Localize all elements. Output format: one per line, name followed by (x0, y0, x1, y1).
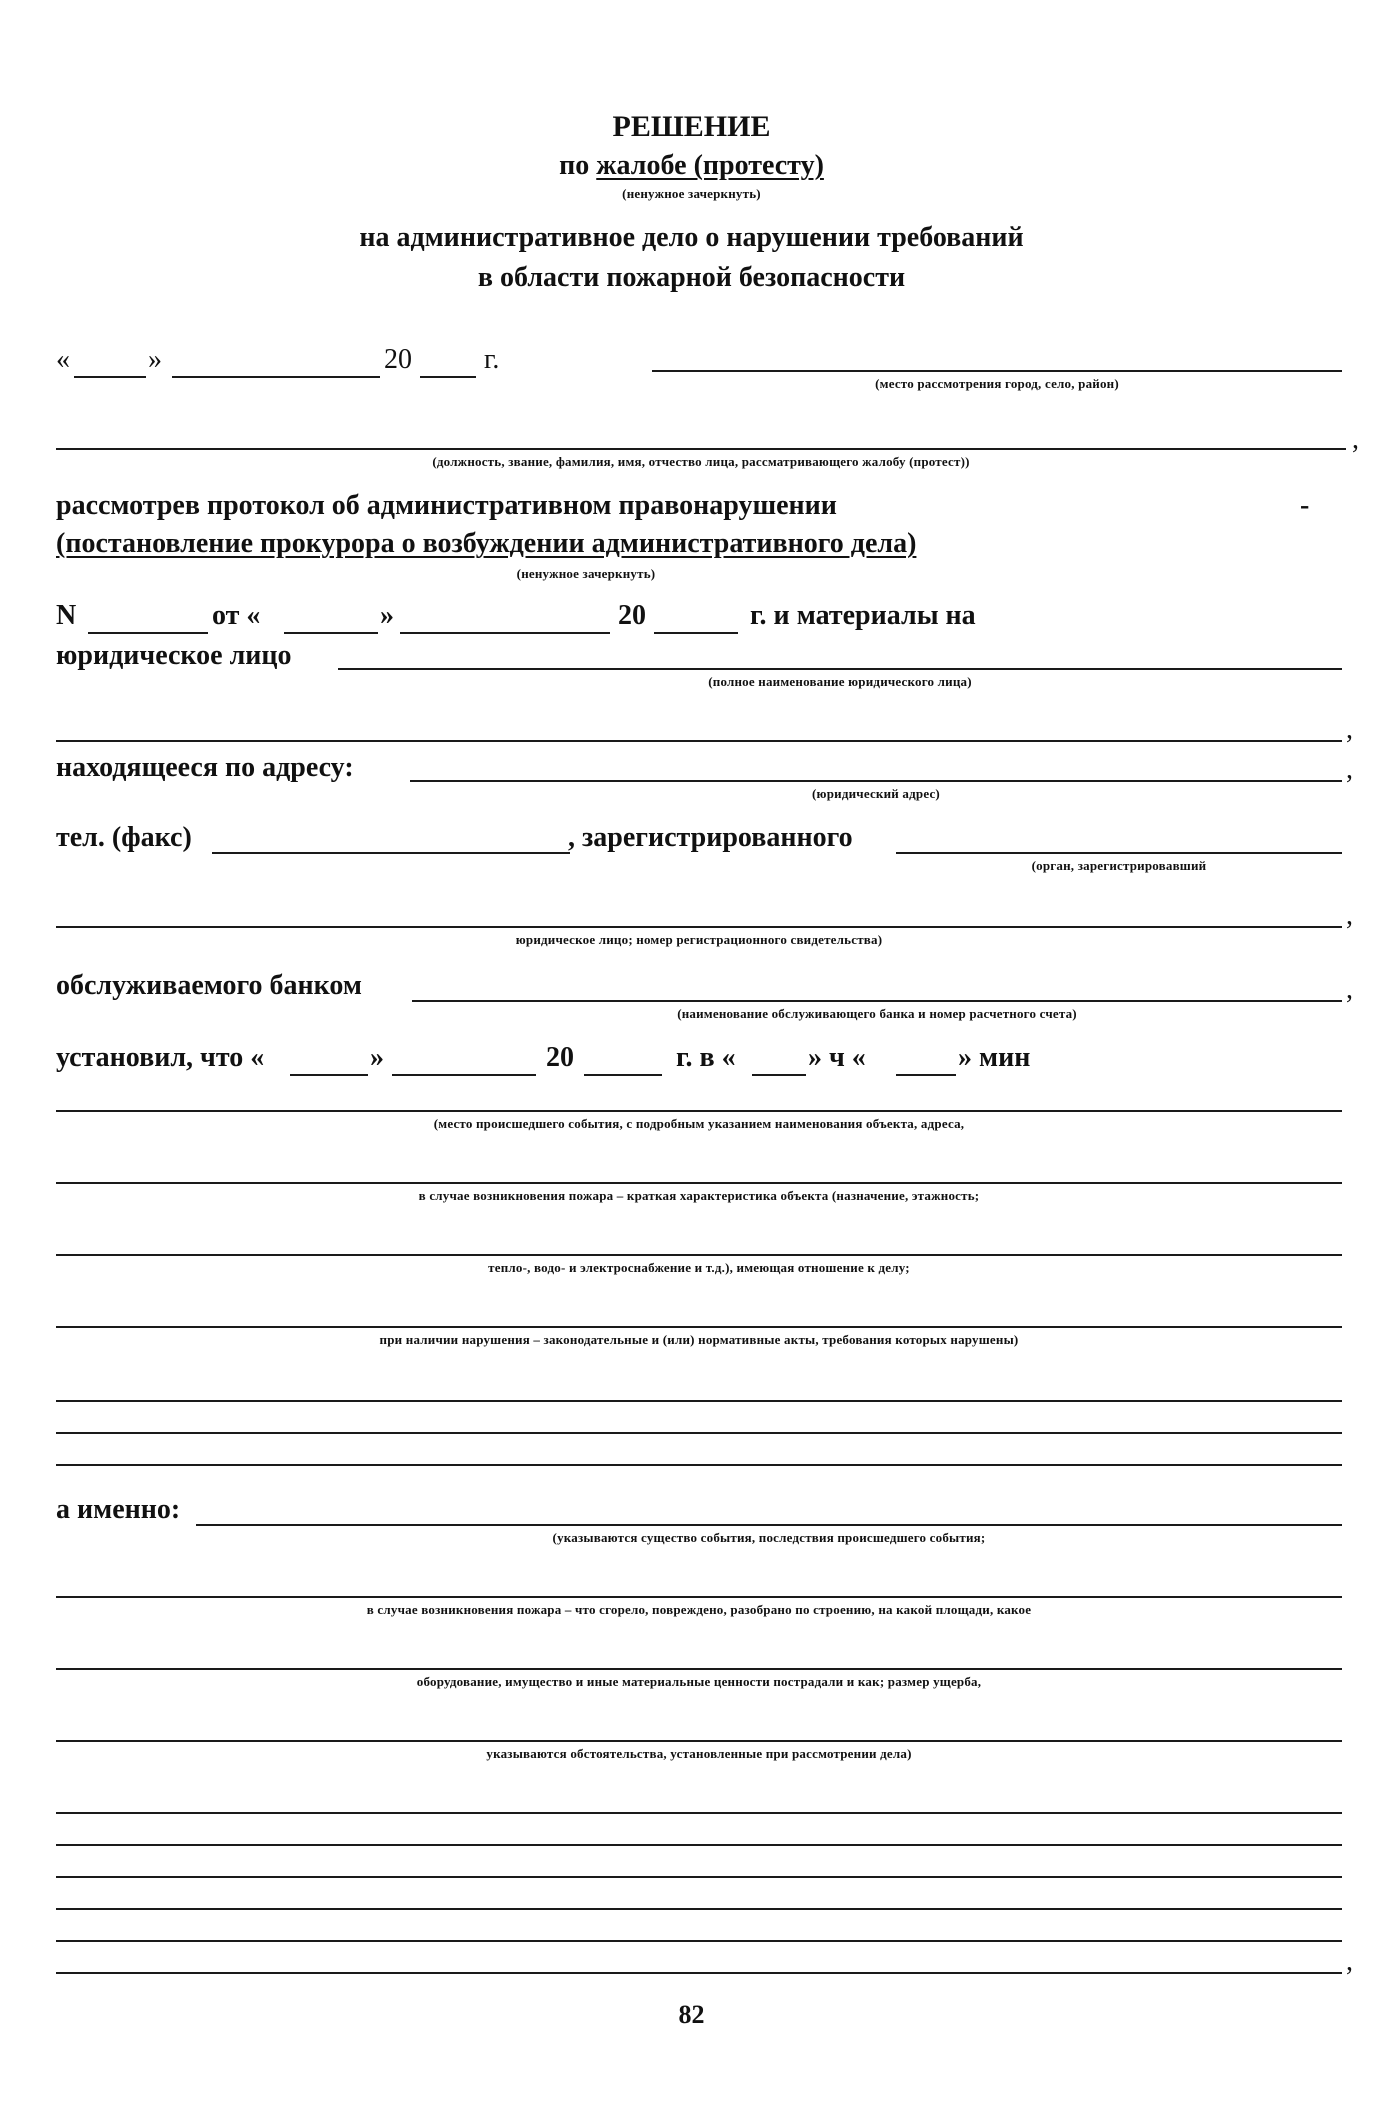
event-minute-label: » ч « (808, 1042, 866, 1073)
complaint-prefix: по (559, 150, 590, 181)
namely-blank-line-2[interactable] (56, 1844, 1342, 1846)
legal-entity-caption: (полное наименование юридического лица) (708, 674, 972, 689)
address-field[interactable] (410, 780, 1342, 782)
legal-entity-comma: , (1346, 714, 1353, 745)
bank-label: обслуживаемого банком (56, 970, 362, 1001)
registered-label: , зарегистрированного (568, 822, 853, 853)
document-title: РЕШЕНИЕ (612, 110, 771, 143)
event-caption-4: при наличии нарушения – законодательные и (или) нормативные акты, требования которых нарушены) (379, 1332, 1019, 1347)
phone-field[interactable] (212, 852, 570, 854)
namely-blank-line-4[interactable] (56, 1908, 1342, 1910)
event-place-field-1[interactable] (56, 1110, 1342, 1112)
subtitle-line-2: в области пожарной безопасности (477, 262, 906, 293)
namely-caption-1: (указываются существо события, последствия происшедшего события; (552, 1530, 986, 1545)
legal-entity-field[interactable] (338, 668, 1342, 670)
protocol-year-field[interactable] (654, 632, 738, 634)
event-caption-2: в случае возникновения пожара – краткая характеристика объекта (назначение, этажность; (418, 1188, 980, 1203)
address-comma: , (1346, 754, 1353, 785)
bank-comma: , (1346, 974, 1353, 1005)
namely-blank-line-3[interactable] (56, 1876, 1342, 1878)
place-caption: (место рассмотрения город, село, район) (875, 376, 1119, 391)
year-field[interactable] (420, 376, 476, 378)
month-field[interactable] (172, 376, 380, 378)
address-caption: (юридический адрес) (812, 786, 940, 801)
event-year-prefix: 20 (546, 1042, 574, 1073)
registration-caption-1: (орган, зарегистрировавший (1031, 858, 1207, 873)
registration-field[interactable] (896, 852, 1342, 854)
event-blank-line-2[interactable] (56, 1432, 1342, 1434)
event-caption-1: (место происшедшего события, с подробным указанием наименования объекта, адреса, (433, 1116, 965, 1131)
event-hour-field[interactable] (752, 1074, 806, 1076)
protocol-note: (ненужное зачеркнуть) (516, 566, 656, 581)
place-field[interactable] (652, 370, 1342, 372)
namely-final-comma: , (1346, 1946, 1353, 1977)
protocol-number-field[interactable] (88, 632, 208, 634)
namely-field-3[interactable] (56, 1668, 1342, 1670)
event-caption-3: тепло-, водо- и электроснабжение и т.д.), имеющая отношение к делу; (488, 1260, 910, 1275)
event-minute-field[interactable] (896, 1074, 956, 1076)
protocol-day-field[interactable] (284, 632, 378, 634)
from-label: от « (212, 600, 261, 631)
namely-field-4[interactable] (56, 1740, 1342, 1742)
official-comma: , (1352, 424, 1359, 455)
protocol-line: рассмотрев протокол об административном правонарушении (56, 490, 837, 521)
from-close-quote: » (380, 600, 394, 631)
date-close-quote: » (148, 344, 162, 375)
event-hour-label: г. в « (676, 1042, 736, 1073)
bank-field[interactable] (412, 1000, 1342, 1002)
page-number: 82 (678, 2000, 705, 2029)
official-field[interactable] (56, 448, 1346, 450)
event-day-field[interactable] (290, 1074, 368, 1076)
namely-blank-line-5[interactable] (56, 1940, 1342, 1942)
event-place-field-3[interactable] (56, 1254, 1342, 1256)
event-minute-suffix: » мин (958, 1042, 1031, 1073)
complaint-line (0, 150, 1383, 182)
official-caption: (должность, звание, фамилия, имя, отчество лица, рассматривающего жалобу (протест)) (432, 454, 970, 469)
namely-blank-line-6[interactable] (56, 1972, 1342, 1974)
date-year-suffix: г. (484, 344, 500, 375)
date-year-prefix: 20 (384, 344, 412, 375)
day-field[interactable] (74, 376, 146, 378)
prosecutor-resolution-line: (постановление прокурора о возбуждении административного дела) (56, 528, 917, 559)
established-label: установил, что « (56, 1042, 265, 1073)
event-blank-line-3[interactable] (56, 1464, 1342, 1466)
namely-caption-2: в случае возникновения пожара – что сгорело, повреждено, разобрано по строению, на какой площади, какое (366, 1602, 1032, 1617)
complaint-protest: жалобе (протесту) (596, 150, 824, 181)
protocol-year-prefix: 20 (618, 600, 646, 631)
protocol-month-field[interactable] (400, 632, 610, 634)
namely-field-1[interactable] (196, 1524, 1342, 1526)
protocol-dash: - (1300, 490, 1310, 521)
event-place-field-2[interactable] (56, 1182, 1342, 1184)
legal-entity-label: юридическое лицо (56, 640, 292, 671)
legal-entity-field-2[interactable] (56, 740, 1342, 742)
namely-field-2[interactable] (56, 1596, 1342, 1598)
event-place-field-4[interactable] (56, 1326, 1342, 1328)
date-open-quote: « (56, 344, 70, 375)
namely-caption-3: оборудование, имущество и иные материальные ценности пострадали и как; размер ущерба, (416, 1674, 982, 1689)
phone-label: тел. (факс) (56, 822, 192, 853)
event-month-field[interactable] (392, 1074, 536, 1076)
complaint-note: (ненужное зачеркнуть) (622, 186, 761, 201)
event-year-field[interactable] (584, 1074, 662, 1076)
event-blank-line-1[interactable] (56, 1400, 1342, 1402)
event-day-close: » (370, 1042, 384, 1073)
namely-blank-line-1[interactable] (56, 1812, 1342, 1814)
bank-caption: (наименование обслуживающего банка и номер расчетного счета) (677, 1006, 1077, 1021)
namely-label: а именно: (56, 1494, 181, 1525)
registration-comma: , (1346, 900, 1353, 931)
namely-caption-4: указываются обстоятельства, установленные при рассмотрении дела) (486, 1746, 912, 1761)
registration-field-2[interactable] (56, 926, 1342, 928)
address-label: находящееся по адресу: (56, 752, 354, 783)
subtitle-line-1: на административное дело о нарушении требований (359, 222, 1024, 253)
materials-label: г. и материалы на (750, 600, 976, 631)
number-label: N (56, 600, 77, 631)
registration-caption-2: юридическое лицо; номер регистрационного свидетельства) (515, 932, 883, 947)
